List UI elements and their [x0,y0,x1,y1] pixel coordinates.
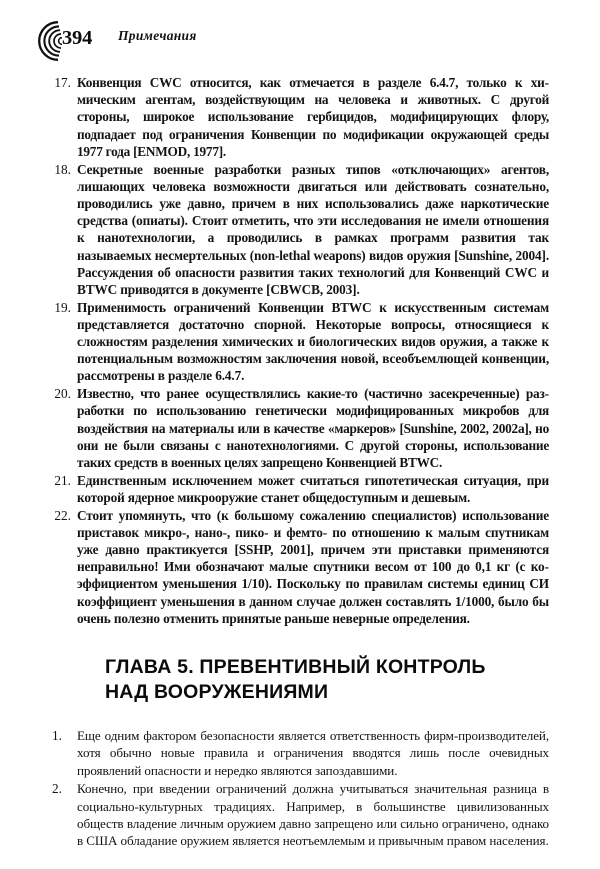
page-number: 394 [62,27,93,49]
note-text: Конвенция CWC относится, как отмечается в разделе 6.4.7, только к химическим агентам, воздействующим на человека и животных. С другой стороны, широкое использование гербицидов, модифицирующих флору, подпадает под ограничения Конвенции по модификации окружающей среды 1977 года [ENMOD, 1977]. [77,75,549,159]
note-item [52,727,549,779]
note-item [52,472,549,506]
note-item [52,74,549,160]
post-chapter-notes [52,727,549,850]
note-number: 18. [54,161,71,177]
note-number: 2. [52,781,62,797]
note-text: Стоит упомянуть, что (к большому сожалению специалистов) использование приставок микро-, нано-, пико- и фемто- по отношению к малым спутникам уже давно практикуется [SSHP, 2001], причем эти приставки применяются неправильно! Ими обозначают малые спутники весом от 100 до 0,1 кг (с коэффициентом уменьшения 1/10). Поскольку по правилам системы единиц СИ коэффициент уменьшения в данном случае должен составлять 1/1000, было бы очень полезно отменить принятые раньше неверные определения. [77,507,549,626]
note-text: Известно, что ранее осуществлялись какие-то (частично засекреченные) разработки по использованию генетически модифицированных микробов для воздействия на материалы или в качестве «маркеров» [Sunshine, 2002, 2002a], но они не были связаны с нанотехнологиями. С другой стороны, использование таких средств в военных целях запрещено Конвенцией BTWC. [77,386,549,470]
chapter-title [52,655,549,705]
note-number: 19. [54,299,71,315]
note-text: Применимость ограничений Конвенции BTWC к искусственным системам представляется достаточно спорной. Некоторые вопросы, относящиеся к сложностям разделения химических и биологических видов оружия, а также к потенциальным возможностям заключения новой, всеобъемлющей конвенции, рассмотрены в разделе 6.4.7. [77,299,549,384]
running-head [0,14,600,64]
notes-list [52,74,549,627]
chapter-notes-list [52,727,549,850]
note-number: 21. [54,472,71,488]
note-item [52,780,549,850]
note-item [52,507,549,627]
note-number: 17. [54,75,71,90]
chapter-title-line-2: НАД ВООРУЖЕНИЯМИ [105,681,329,703]
note-text: Единственным исключением может считаться гипотетическая ситуация, при которой ядерное микрооружие станет общедоступным и дешевым. [77,472,549,505]
note-number: 1. [52,728,62,743]
note-number: 22. [54,507,71,523]
note-item [52,299,549,385]
page-text-block [52,74,549,851]
chapter-title-line-1: ГЛАВА 5. ПРЕВЕНТИВНЫЙ КОНТРОЛЬ [105,656,486,678]
running-head-title: Примечания [118,28,197,43]
note-text: Секретные военные разработки разных типов «отключающих» агентов, лишающих человека возможности двигаться или действовать сознательно, проводились уже давно, причем в них использовались даже наркотические средства (опиаты). Стоит отметить, что эти исследования не имели отношения к нанотехнологии, а проводились в рамках программ развития так называемых несмертельных (non-lethal weapons) видов оружия [Sunshine, 2004]. Рассуждения об опасности развития таких технологий для Конвенций CWC и BTWC приводятся в документе [CBWCB, 2003]. [77,161,549,297]
note-item [52,385,549,471]
note-item [52,161,549,299]
note-text: Конечно, при введении ограничений должна учитываться значительная разница в социально-культурных традициях. Например, в большинстве цивилизованных обществ владение личным оружием давно запрещено или сильно ограничено, однако в США обладание оружием является неотъемлемым и привычным правом населения. [77,781,549,849]
note-number: 20. [54,386,71,402]
note-text: Еще одним фактором безопасности является ответственность фирм-производителей, хотя обычно новые правила и ограничения вводятся лишь после очевидных проявлений опасности и нередко являются запоздавшими. [77,728,549,778]
